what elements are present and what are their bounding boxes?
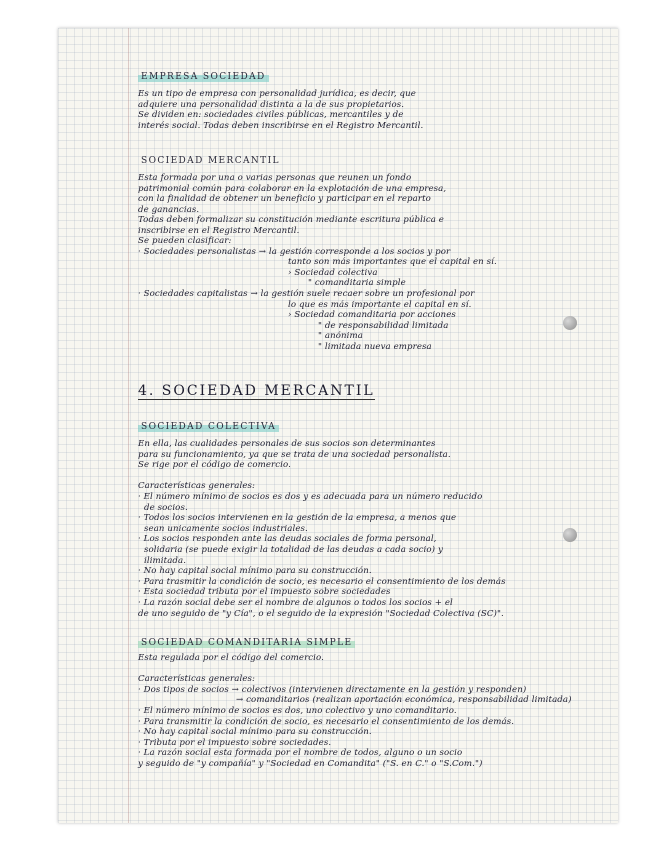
empresa-sociedad-heading: EMPRESA SOCIEDAD [138,72,269,82]
notebook-page [58,28,618,823]
text-line: Es un tipo de empresa con personalidad jurídica, es decir, que [138,89,416,99]
sociedad-colectiva-heading: SOCIEDAD COLECTIVA [138,422,279,432]
text-line: " comanditaria simple [308,278,406,289]
text-line: · Todos los socios intervienen en la gestión de la empresa, a menos que [138,513,457,524]
sociedad-comanditaria-heading: SOCIEDAD COMANDITARIA SIMPLE [138,638,355,648]
text-line: de ganancias. [138,204,200,215]
text-line: inscribirse en el Registro Mercantil. [138,225,300,236]
text-line: · Para transmitir la condición de socio, es necesario el consentimiento de los demás. [138,716,515,727]
text-line [138,664,613,675]
text-line: Todas deben formalizar su constitución mediante escritura pública e [138,215,444,226]
sociedad-mercantil-heading: SOCIEDAD MERCANTIL [141,156,280,166]
text-line: adquiere una personalidad distinta a la de sus propietarios. [138,99,405,110]
text-line: sean unicamente socios industriales. [144,523,308,534]
text-line: de socios. [144,502,188,513]
text-line: En ella, las cualidades personales de sus socios son determinantes [138,439,436,449]
text-line: · Sociedades capitalistas → la gestión suele recaer sobre un profesional por [138,288,475,299]
main-title-block [138,380,613,399]
text-line: " de responsabilidad limitada [318,320,449,331]
text-line: · El número mínimo de socios es dos, uno colectivo y uno comanditario. [138,705,457,716]
text-line: Esta regulada por el código del comercio. [138,653,324,663]
text-line: patrimonial común para colaborar en la explotación de una empresa, [138,183,447,194]
text-line: → comanditarios (realizan aportación económica, responsabilidad limitada) [236,695,572,706]
text-line: Se rige por el código de comercio. [138,460,291,471]
text-line: › Sociedad colectiva [288,267,378,278]
text-line: Características generales: [138,674,256,685]
empresa-sociedad-section [138,64,613,131]
text-line: Esta formada por una o varias personas que reunen un fondo [138,173,412,183]
text-line: solidaria (se puede exigir la totalidad de las deudas a cada socio) y [144,544,443,555]
text-line: con la finalidad de obtener un beneficio y participar en el reparto [138,194,431,205]
text-line: para su funcionamiento, ya que se trata de una sociedad personalista. [138,449,451,460]
text-line: · Para trasmitir la condición de socio, es necesario el consentimiento de los demás [138,576,506,587]
text-line: " anónima [318,331,363,342]
text-line: ilimitada. [144,555,187,566]
margin-line [128,28,129,823]
text-line: tanto son más importantes que el capital en sí. [288,257,497,268]
text-line: · Tributa por el impuesto sobre sociedades. [138,737,332,748]
text-line: · La razón social esta formada por el nombre de todos, alguno o un socio [138,748,463,759]
text-line: Se pueden clasificar: [138,236,232,246]
text-line: · Dos tipos de socios → colectivos (intervienen directamente en la gestión y responden) [138,684,527,695]
text-line: · No hay capital social mínimo para su construcción. [138,727,372,738]
main-title: 4. SOCIEDAD MERCANTIL [138,383,375,399]
clasificacion-section [138,236,613,353]
text-line: lo que es más importante el capital en sí. [288,299,472,310]
sociedad-colectiva-section [138,414,613,619]
text-line: " limitada nueva empresa [318,341,432,352]
text-line: · Los socios responden ante las deudas sociales de forma personal, [138,534,437,545]
text-line [138,471,613,482]
sociedad-mercantil-section [138,148,613,237]
text-line: de uno seguido de "y Cía", o el seguido de la expresión "Sociedad Colectiva (SC)". [138,608,504,619]
text-line: · Sociedades personalistas → la gestión corresponde a los socios y por [138,246,451,257]
sociedad-comanditaria-section [138,630,613,770]
text-line: Se dividen en: sociedades civiles públicas, mercantiles y de [138,110,404,121]
text-line: · El número mínimo de socios es dos y es adecuada para un número reducido [138,491,483,502]
text-line: · La razón social debe ser el nombre de algunos o todos los socios + el [138,597,453,608]
text-line: Características generales: [138,481,256,492]
text-line: · No hay capital social mínimo para su construcción. [138,566,372,577]
text-line: · Esta sociedad tributa por el impuesto sobre sociedades [138,587,391,598]
text-line: y seguido de "y compañía" y "Sociedad en Comandita" ("S. en C." o "S.Com.") [138,758,483,769]
text-line: interés social. Todas deben inscribirse en el Registro Mercantil. [138,120,424,131]
text-line: › Sociedad comanditaria por acciones [288,310,456,321]
